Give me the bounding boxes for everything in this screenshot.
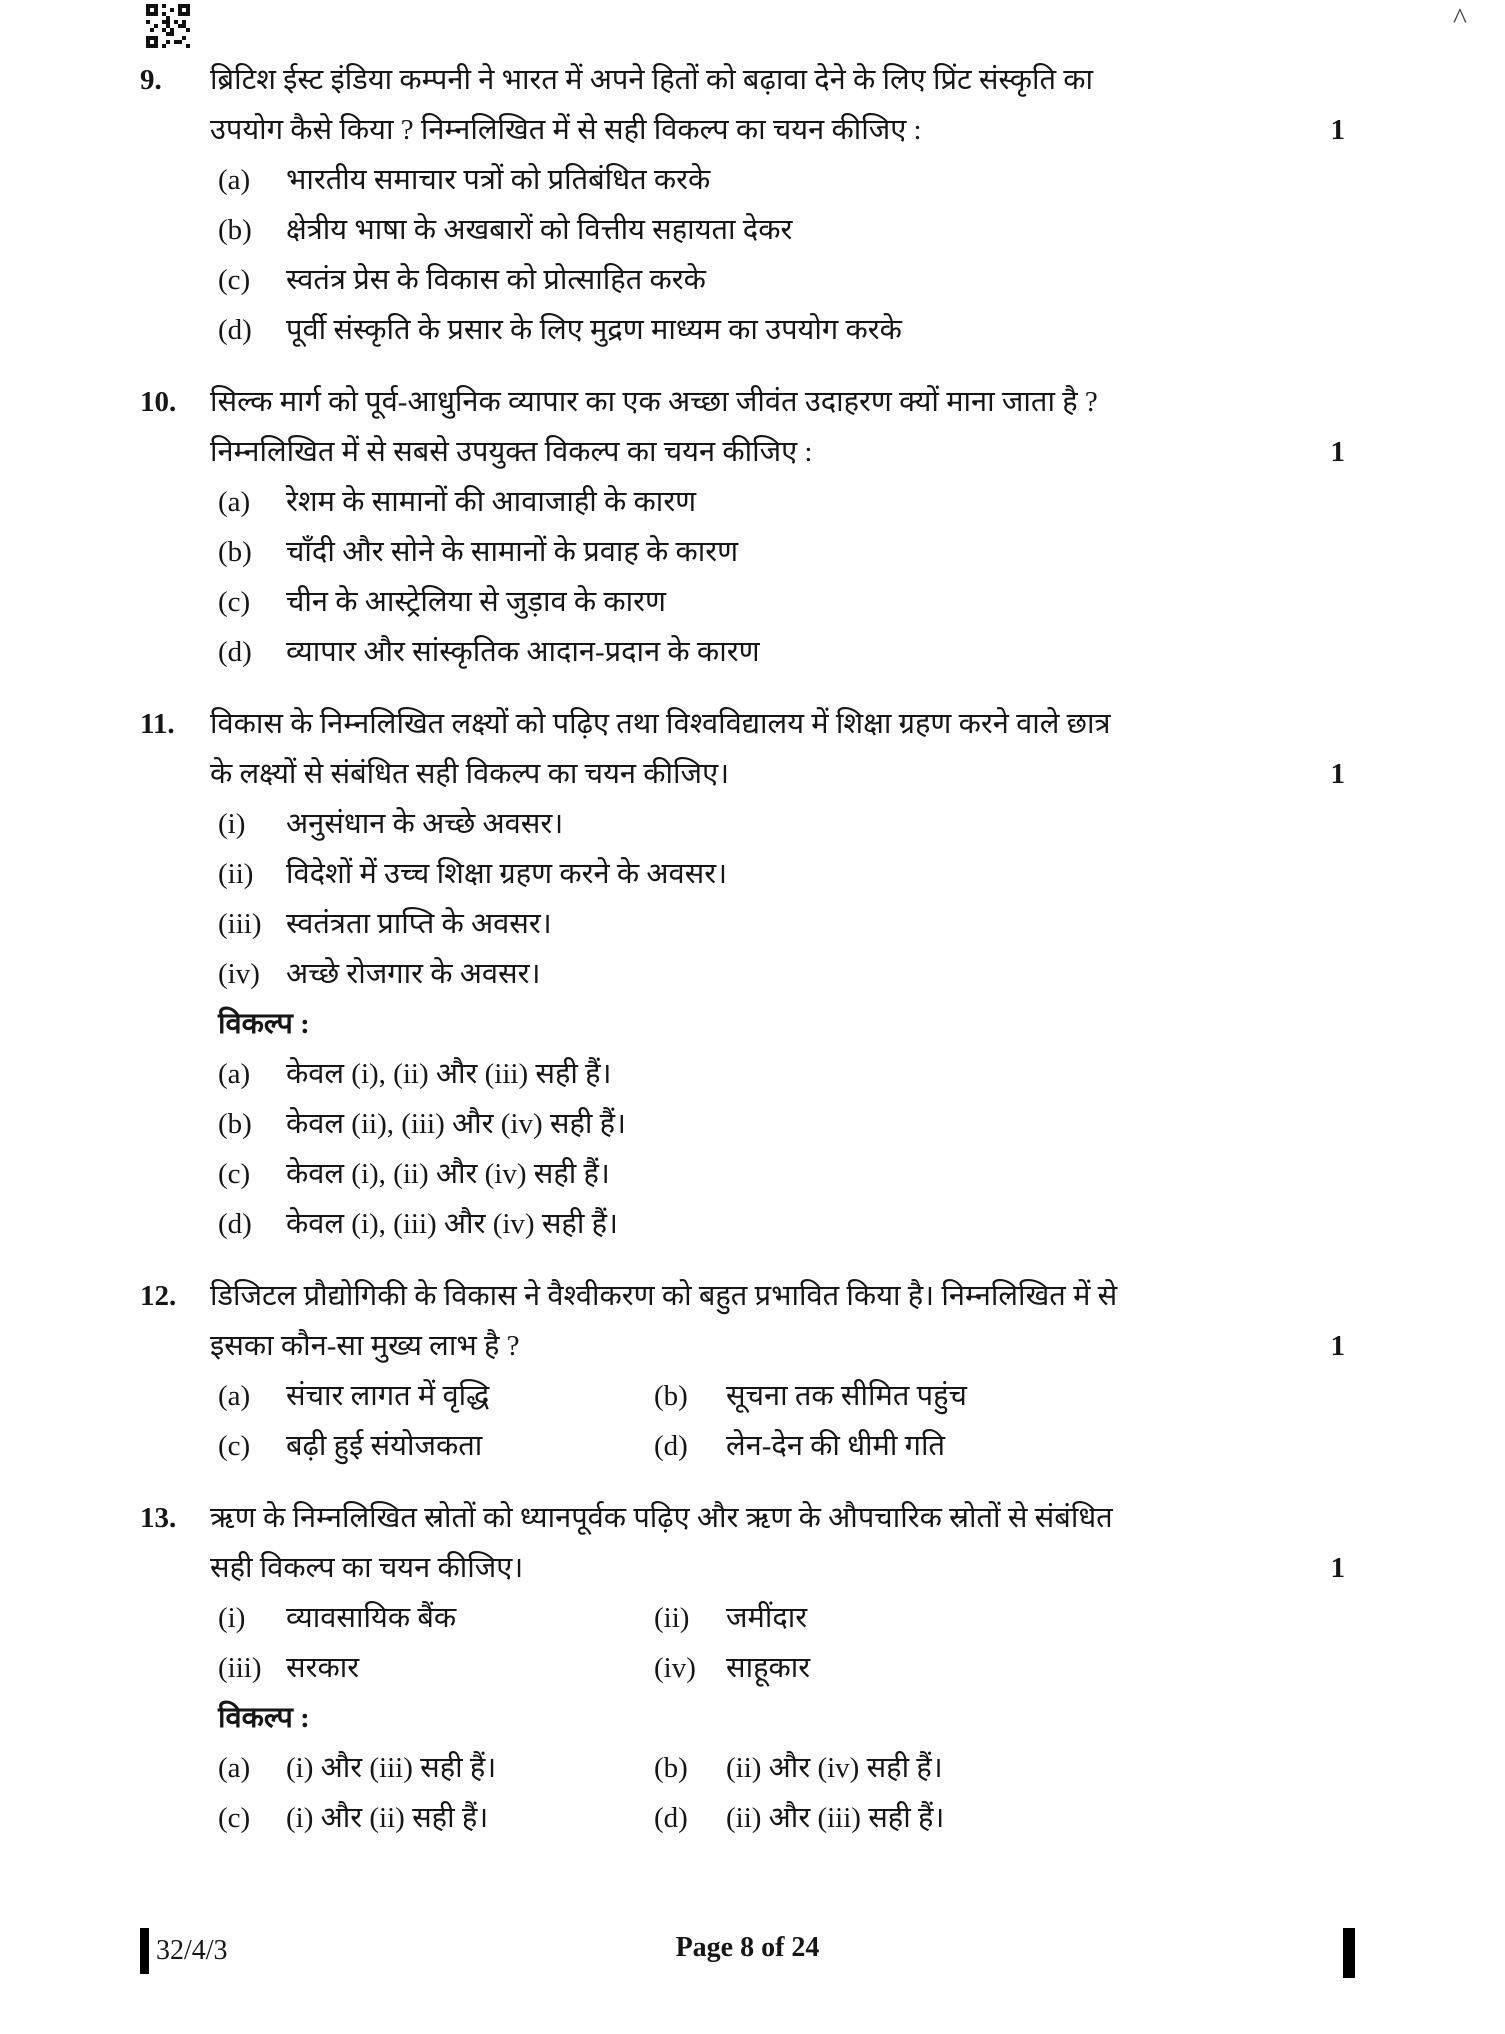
option-row <box>218 1199 1253 1249</box>
statement-label: (ii) <box>654 1602 690 1634</box>
option-label: (c) <box>218 264 251 296</box>
statement-label: (iv) <box>654 1652 696 1684</box>
question-number: 13. <box>140 1502 177 1534</box>
options-heading: विकल्प : <box>218 1702 310 1734</box>
option-row <box>218 1371 1253 1421</box>
question <box>140 55 1345 355</box>
option-text: भारतीय समाचार पत्रों को प्रतिबंधित करके <box>286 164 711 196</box>
question-text-line: सिल्क मार्ग को पूर्व-आधुनिक व्यापार का एक अच्छा जीवंत उदाहरण क्यों माना जाता है ? <box>210 386 1098 418</box>
option-row <box>218 1793 1253 1843</box>
option-label: (d) <box>654 1802 688 1834</box>
qr-code-icon <box>146 4 190 48</box>
question-head <box>140 1493 1345 1593</box>
option-row <box>218 305 1253 355</box>
option-label: (d) <box>218 1208 252 1240</box>
option-text: बढ़ी हुई संयोजकता <box>286 1430 483 1462</box>
question-text-line: विकास के निम्नलिखित लक्ष्यों को पढ़िए तथा विश्वविद्यालय में शिक्षा ग्रहण करने वाले छात्र <box>210 708 1111 740</box>
option-text: रेशम के सामानों की आवाजाही के कारण <box>286 486 697 518</box>
option-row <box>218 627 1253 677</box>
statement-text: सरकार <box>286 1652 360 1684</box>
question-stem <box>210 55 1253 155</box>
option-label: (a) <box>218 164 251 196</box>
option-text: (i) और (iii) सही हैं। <box>286 1752 497 1784</box>
question <box>140 699 1345 1249</box>
question-head <box>140 1271 1345 1371</box>
question-text-line: सही विकल्प का चयन कीजिए। <box>210 1552 524 1584</box>
collapse-caret-icon: ^ <box>1452 2 1467 35</box>
option-row <box>218 1099 1253 1149</box>
question-head <box>140 699 1345 799</box>
statement-text: जमींदार <box>726 1602 808 1634</box>
statement-text: व्यावसायिक बैंक <box>286 1602 457 1634</box>
option-label: (b) <box>218 1108 252 1140</box>
footer-right-bar <box>1343 1928 1355 1978</box>
option-row <box>218 205 1253 255</box>
statement-label: (iv) <box>218 958 260 990</box>
statement-row <box>218 1593 1253 1643</box>
option-label: (c) <box>218 1430 251 1462</box>
option-text: संचार लागत में वृद्धि <box>286 1380 490 1412</box>
option-row <box>218 255 1253 305</box>
question-number: 9. <box>140 64 162 96</box>
statement-label: (ii) <box>218 858 254 890</box>
option-row <box>218 1149 1253 1199</box>
statement-row <box>218 849 1253 899</box>
options-heading: विकल्प : <box>218 1008 310 1040</box>
option-text: लेन-देन की धीमी गति <box>726 1430 946 1462</box>
statement-row <box>218 949 1253 999</box>
option-row <box>218 1743 1253 1793</box>
option-text: व्यापार और सांस्कृतिक आदान-प्रदान के कारण <box>286 636 760 668</box>
statement-label: (iii) <box>218 1652 262 1684</box>
option-text: क्षेत्रीय भाषा के अखबारों को वित्तीय सहायता देकर <box>286 214 793 246</box>
marks-value: 1 <box>1330 436 1345 468</box>
option-text: केवल (i), (ii) और (iii) सही हैं। <box>286 1058 612 1090</box>
paper-code: 32/4/3 <box>156 1935 228 1966</box>
option-text: (i) और (ii) सही हैं। <box>286 1802 489 1834</box>
page-number: Page 8 of 24 <box>675 1932 820 1963</box>
question-number: 11. <box>140 708 175 740</box>
question-head <box>140 55 1345 155</box>
question-body <box>140 477 1345 677</box>
question-stem <box>210 699 1253 799</box>
marks-value: 1 <box>1330 1552 1345 1584</box>
statement-text: अनुसंधान के अच्छे अवसर। <box>286 808 564 840</box>
option-label: (a) <box>218 486 251 518</box>
option-row <box>218 1049 1253 1099</box>
option-row <box>218 477 1253 527</box>
footer-left-bar <box>140 1928 149 1974</box>
question-body <box>140 799 1345 1249</box>
question-body <box>140 1593 1345 1843</box>
question <box>140 377 1345 677</box>
option-label: (b) <box>654 1752 688 1784</box>
question-body <box>140 1371 1345 1471</box>
statement-row <box>218 1643 1253 1693</box>
question-text-line: इसका कौन-सा मुख्य लाभ है ? <box>210 1330 520 1362</box>
option-text: चीन के आस्ट्रेलिया से जुड़ाव के कारण <box>286 586 666 618</box>
question-text-line: ब्रिटिश ईस्ट इंडिया कम्पनी ने भारत में अपने हितों को बढ़ावा देने के लिए प्रिंट संस्कृति का <box>210 64 1094 96</box>
option-label: (c) <box>218 1802 251 1834</box>
option-row <box>218 1421 1253 1471</box>
option-label: (c) <box>218 586 251 618</box>
marks-value: 1 <box>1330 1330 1345 1362</box>
statement-row <box>218 899 1253 949</box>
statement-text: विदेशों में उच्च शिक्षा ग्रहण करने के अवसर। <box>286 858 728 890</box>
marks-value: 1 <box>1330 114 1345 146</box>
statement-text: अच्छे रोजगार के अवसर। <box>286 958 541 990</box>
option-label: (d) <box>218 636 252 668</box>
option-label: (d) <box>218 314 252 346</box>
question-text-line: निम्नलिखित में से सबसे उपयुक्त विकल्प का चयन कीजिए : <box>210 436 813 468</box>
option-row <box>218 155 1253 205</box>
option-text: स्वतंत्र प्रेस के विकास को प्रोत्साहित करके <box>286 264 706 296</box>
question-body <box>140 155 1345 355</box>
statement-label: (i) <box>218 808 246 840</box>
option-label: (b) <box>654 1380 688 1412</box>
option-label: (a) <box>218 1380 251 1412</box>
option-label: (a) <box>218 1058 251 1090</box>
marks-value: 1 <box>1330 758 1345 790</box>
option-text: पूर्वी संस्कृति के प्रसार के लिए मुद्रण माध्यम का उपयोग करके <box>286 314 902 346</box>
question-stem <box>210 377 1253 477</box>
question-number: 12. <box>140 1280 177 1312</box>
question-number: 10. <box>140 386 177 418</box>
question-stem <box>210 1271 1253 1371</box>
question-stem <box>210 1493 1253 1593</box>
option-row <box>218 527 1253 577</box>
option-text: (ii) और (iii) सही हैं। <box>726 1802 945 1834</box>
option-row <box>218 577 1253 627</box>
option-label: (b) <box>218 214 252 246</box>
question-text-line: ऋण के निम्नलिखित स्रोतों को ध्यानपूर्वक पढ़िए और ऋण के औपचारिक स्रोतों से संबंधित <box>210 1502 1113 1534</box>
option-text: केवल (ii), (iii) और (iv) सही हैं। <box>286 1108 627 1140</box>
question <box>140 1493 1345 1843</box>
question-head <box>140 377 1345 477</box>
footer <box>140 1928 1355 1980</box>
option-text: चाँदी और सोने के सामानों के प्रवाह के कारण <box>286 536 739 568</box>
question-text-line: डिजिटल प्रौद्योगिकी के विकास ने वैश्वीकरण को बहुत प्रभावित किया है। निम्नलिखित में से <box>210 1280 1118 1312</box>
option-label: (b) <box>218 536 252 568</box>
question-text-line: उपयोग कैसे किया ? निम्नलिखित में से सही विकल्प का चयन कीजिए : <box>210 114 922 146</box>
question-text-line: के लक्ष्यों से संबंधित सही विकल्प का चयन कीजिए। <box>210 758 730 790</box>
footer-left <box>140 1928 228 1974</box>
statement-row <box>218 799 1253 849</box>
option-text: केवल (i), (ii) और (iv) सही हैं। <box>286 1158 610 1190</box>
option-text: केवल (i), (iii) और (iv) सही हैं। <box>286 1208 618 1240</box>
option-text: (ii) और (iv) सही हैं। <box>726 1752 943 1784</box>
option-label: (d) <box>654 1430 688 1462</box>
statement-label: (iii) <box>218 908 262 940</box>
statement-label: (i) <box>218 1602 246 1634</box>
question <box>140 1271 1345 1471</box>
option-label: (a) <box>218 1752 251 1784</box>
option-label: (c) <box>218 1158 251 1190</box>
statement-text: साहूकार <box>726 1652 811 1684</box>
statement-text: स्वतंत्रता प्राप्ति के अवसर। <box>286 908 552 940</box>
option-text: सूचना तक सीमित पहुंच <box>726 1380 967 1412</box>
